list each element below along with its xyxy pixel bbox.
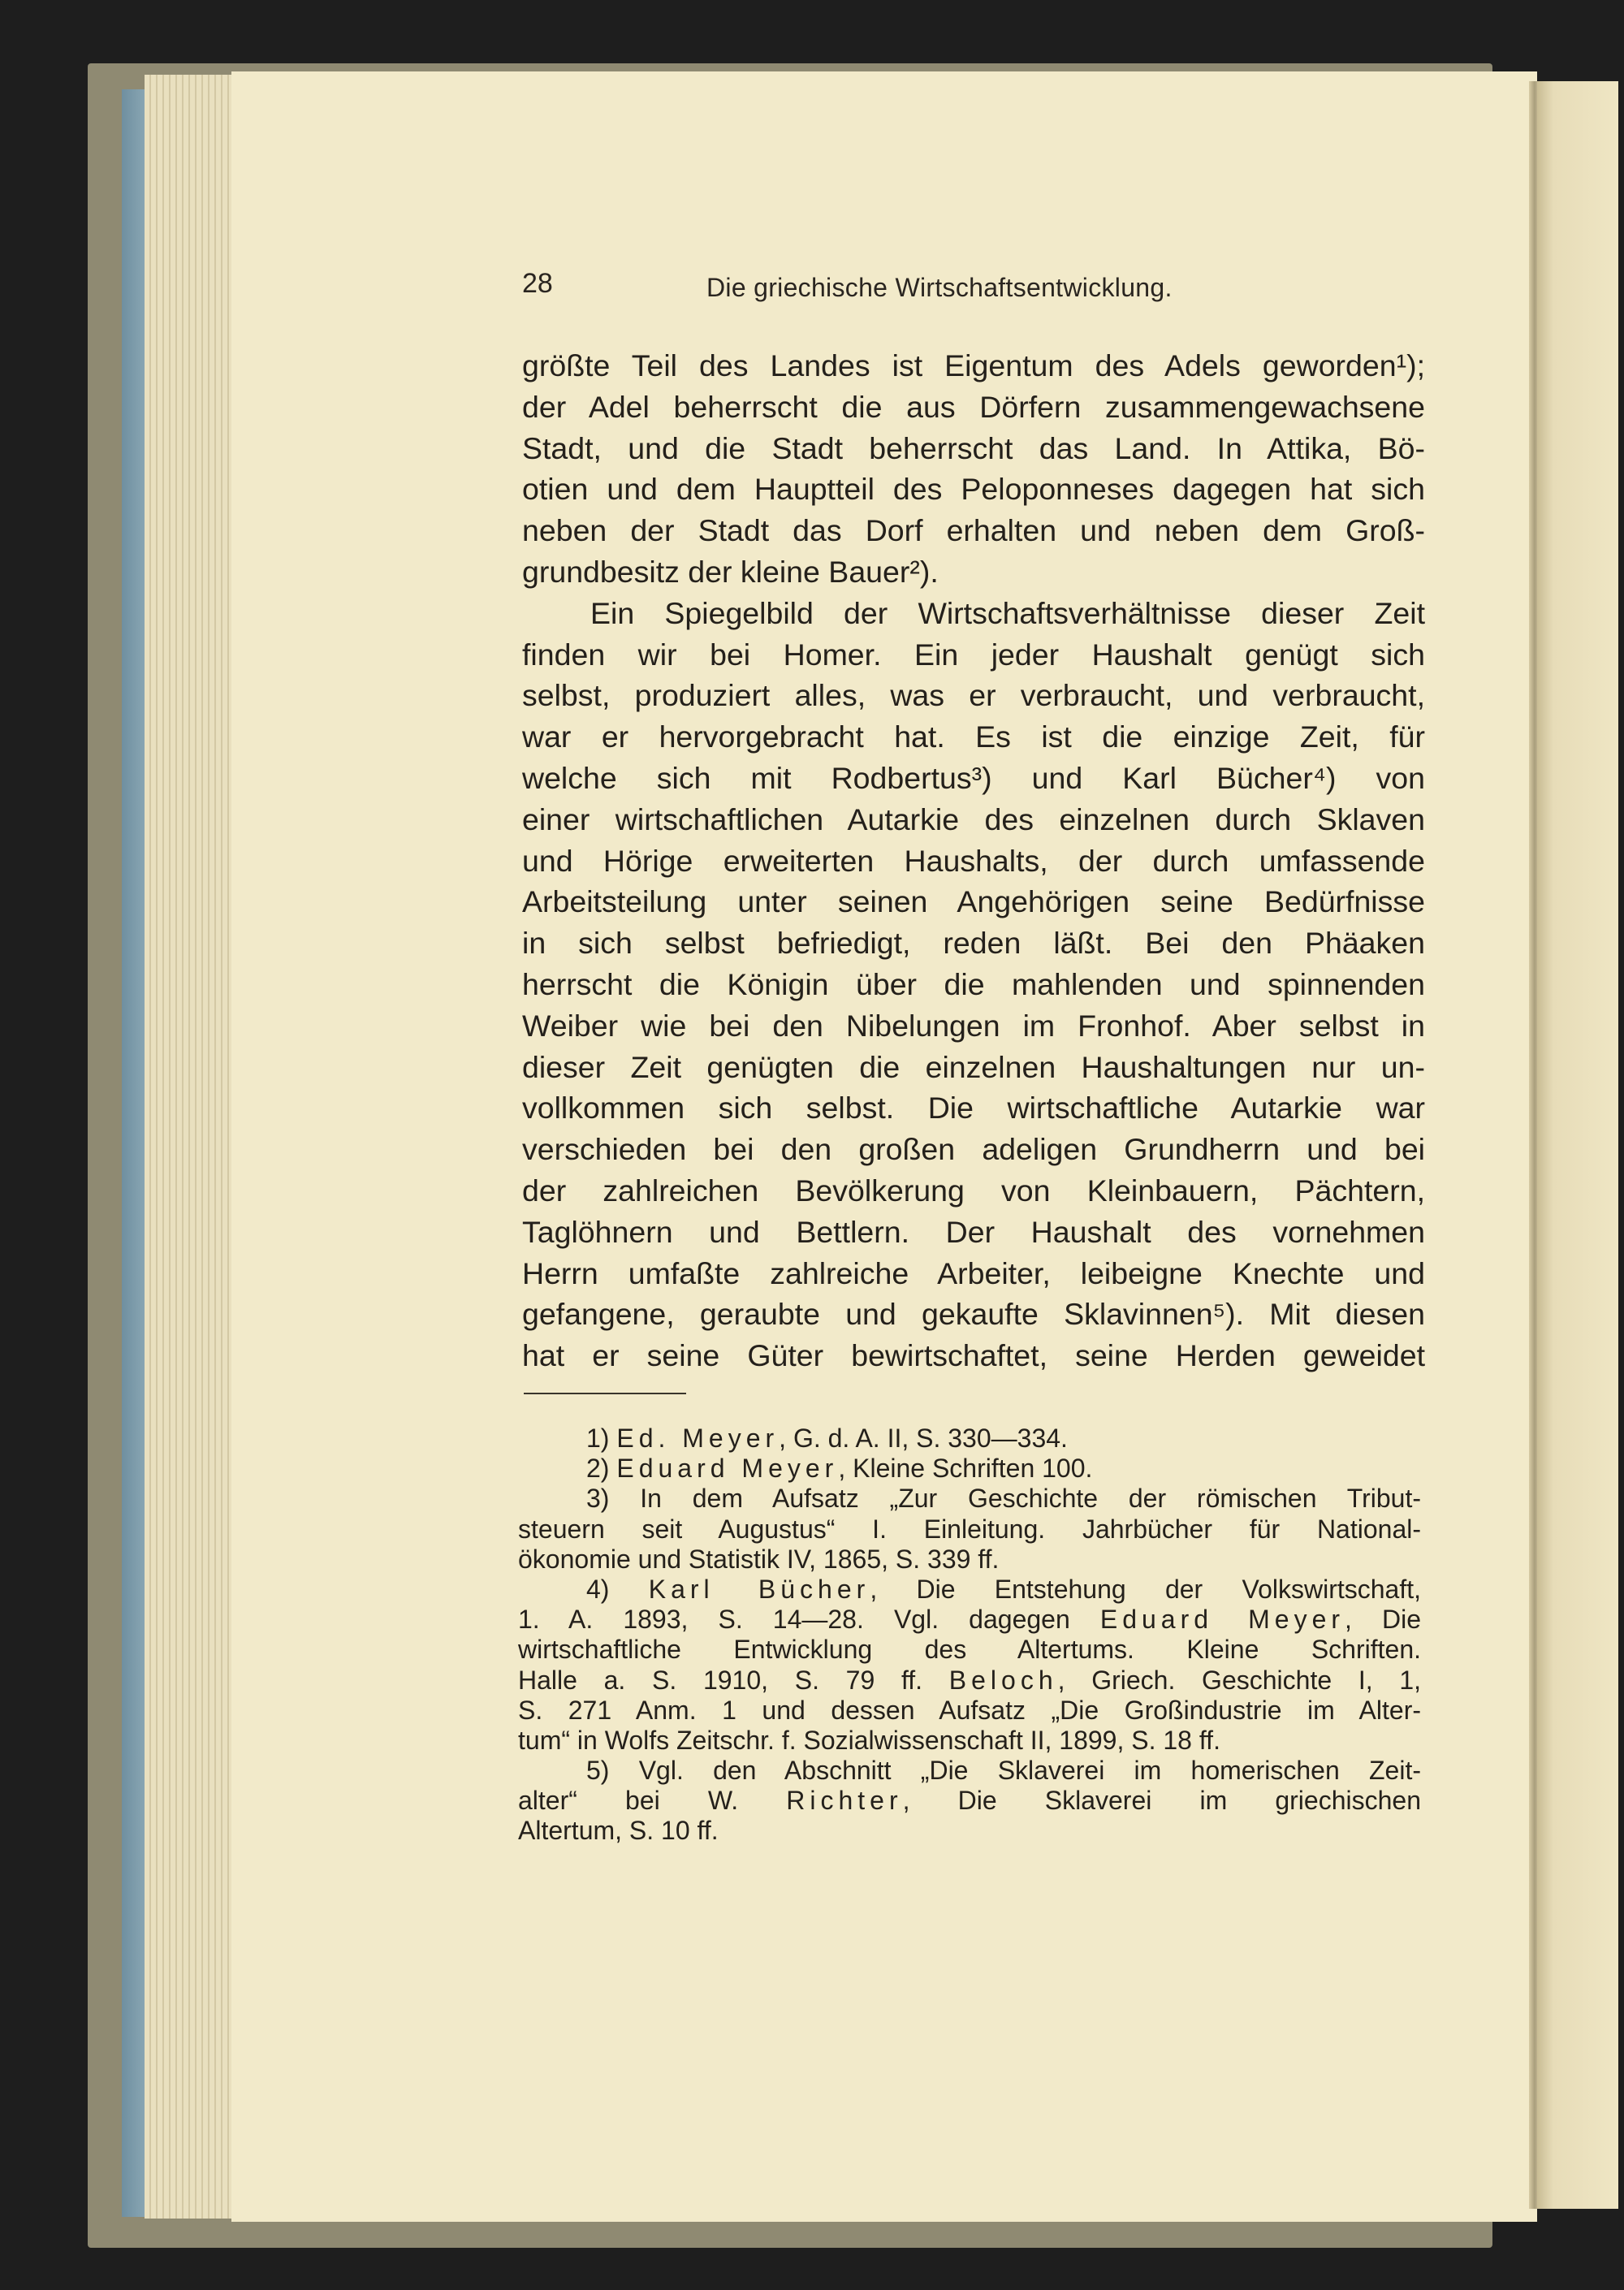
text-line: verschieden bei den großen adeligen Grundherrn und bei	[522, 1132, 1425, 1167]
footnote-4-cont: 1. A. 1893, S. 14—28. Vgl. dagegen Eduard Meyer, Die	[518, 1605, 1422, 1635]
page-number: 28	[522, 268, 553, 299]
footnote-4-cont: tum“ in Wolfs Zeitschr. f. Sozialwissenschaft II, 1899, S. 18 ff.	[518, 1725, 1220, 1755]
text-line: größte Teil des Landes ist Eigentum des Adels geworden¹);	[522, 348, 1425, 382]
text-line: war er hervorgebracht hat. Es ist die einzige Zeit, für	[522, 719, 1425, 754]
footnote-divider	[524, 1393, 686, 1394]
text-line: Weiber wie bei den Nibelungen im Fronhof. Aber selbst in	[522, 1008, 1425, 1043]
book-spine	[122, 89, 146, 2217]
running-title: Die griechische Wirtschaftsentwicklung.	[706, 273, 1173, 302]
text-line: Stadt, und die Stadt beherrscht das Land. In Attika, Bö-	[522, 430, 1425, 465]
text-line: Taglöhnern und Bettlern. Der Haushalt des vornehmen	[522, 1214, 1425, 1249]
footnote-3-cont: steuern seit Augustus“ I. Einleitung. Jahrbücher für National-	[518, 1514, 1421, 1544]
footnote-4-cont: wirtschaftliche Entwicklung des Altertums. Kleine Schriften.	[518, 1635, 1421, 1665]
text-line: herrscht die Königin über die mahlenden und spinnenden	[522, 966, 1425, 1001]
footnote-4-cont: Halle a. S. 1910, S. 79 ff. Beloch, Griech. Geschichte I, 1,	[518, 1665, 1421, 1695]
footnote-3-cont: ökonomie und Statistik IV, 1865, S. 339 ff.	[518, 1544, 1000, 1574]
text-line: finden wir bei Homer. Ein jeder Haushalt genügt sich	[522, 637, 1425, 672]
text-line: der zahlreichen Bevölkerung von Kleinbauern, Pächtern,	[522, 1173, 1425, 1208]
text-line: Herrn umfaßte zahlreiche Arbeiter, leibeigne Knechte und	[522, 1255, 1425, 1290]
text-line: der Adel beherrscht die aus Dörfern zusammengewachsene	[522, 389, 1425, 424]
text-line: in sich selbst befriedigt, reden läßt. Bei den Phäaken	[522, 926, 1425, 961]
text-line: Ein Spiegelbild der Wirtschaftsverhältnisse dieser Zeit	[590, 595, 1425, 630]
footnote-5-cont: alter“ bei W. Richter, Die Sklaverei im griechischen	[518, 1786, 1421, 1816]
footnote-4: 4) Karl Bücher, Die Entstehung der Volkswirtschaft,	[586, 1574, 1422, 1604]
body-text	[522, 345, 1425, 1376]
text-line: einer wirtschaftlichen Autarkie des einzelnen durch Sklaven	[522, 802, 1425, 836]
text-line: gefangene, geraubte und gekaufte Sklavinnen⁵). Mit diesen	[522, 1297, 1425, 1332]
page-edges	[145, 75, 234, 2219]
text-line: welche sich mit Rodbertus³) und Karl Bücher⁴) von	[522, 760, 1425, 795]
text-line: otien und dem Hauptteil des Peloponneses dagegen hat sich	[522, 472, 1425, 507]
footnote-4-cont: S. 271 Anm. 1 und dessen Aufsatz „Die Großindustrie im Alter-	[518, 1695, 1421, 1725]
footnote-1: 1) Ed. Meyer, G. d. A. II, S. 330—334.	[586, 1424, 1068, 1453]
page-header	[522, 268, 1425, 317]
text-line: neben der Stadt das Dorf erhalten und neben dem Groß-	[522, 513, 1425, 548]
text-line: grundbesitz der kleine Bauer²).	[522, 554, 939, 589]
footnotes	[518, 1424, 1421, 1847]
text-line: vollkommen sich selbst. Die wirtschaftliche Autarkie war	[522, 1091, 1425, 1126]
footnote-3: 3) In dem Aufsatz „Zur Geschichte der römischen Tribut-	[586, 1484, 1421, 1514]
facing-page	[1537, 81, 1618, 2209]
text-line: selbst, produziert alles, was er verbraucht, und verbraucht,	[522, 678, 1425, 713]
text-line: dieser Zeit genügten die einzelnen Haushaltungen nur un-	[522, 1049, 1425, 1084]
text-line: und Hörige erweiterten Haushalts, der durch umfassende	[522, 843, 1425, 878]
footnote-5-cont: Altertum, S. 10 ff.	[518, 1816, 719, 1846]
text-line: Arbeitsteilung unter seinen Angehörigen seine Bedürfnisse	[522, 884, 1425, 919]
footnote-5: 5) Vgl. den Abschnitt „Die Sklaverei im homerischen Zeit-	[586, 1756, 1421, 1786]
text-line: hat er seine Güter bewirtschaftet, seine Herden geweidet	[522, 1338, 1425, 1373]
footnote-2: 2) Eduard Meyer, Kleine Schriften 100.	[586, 1454, 1093, 1484]
